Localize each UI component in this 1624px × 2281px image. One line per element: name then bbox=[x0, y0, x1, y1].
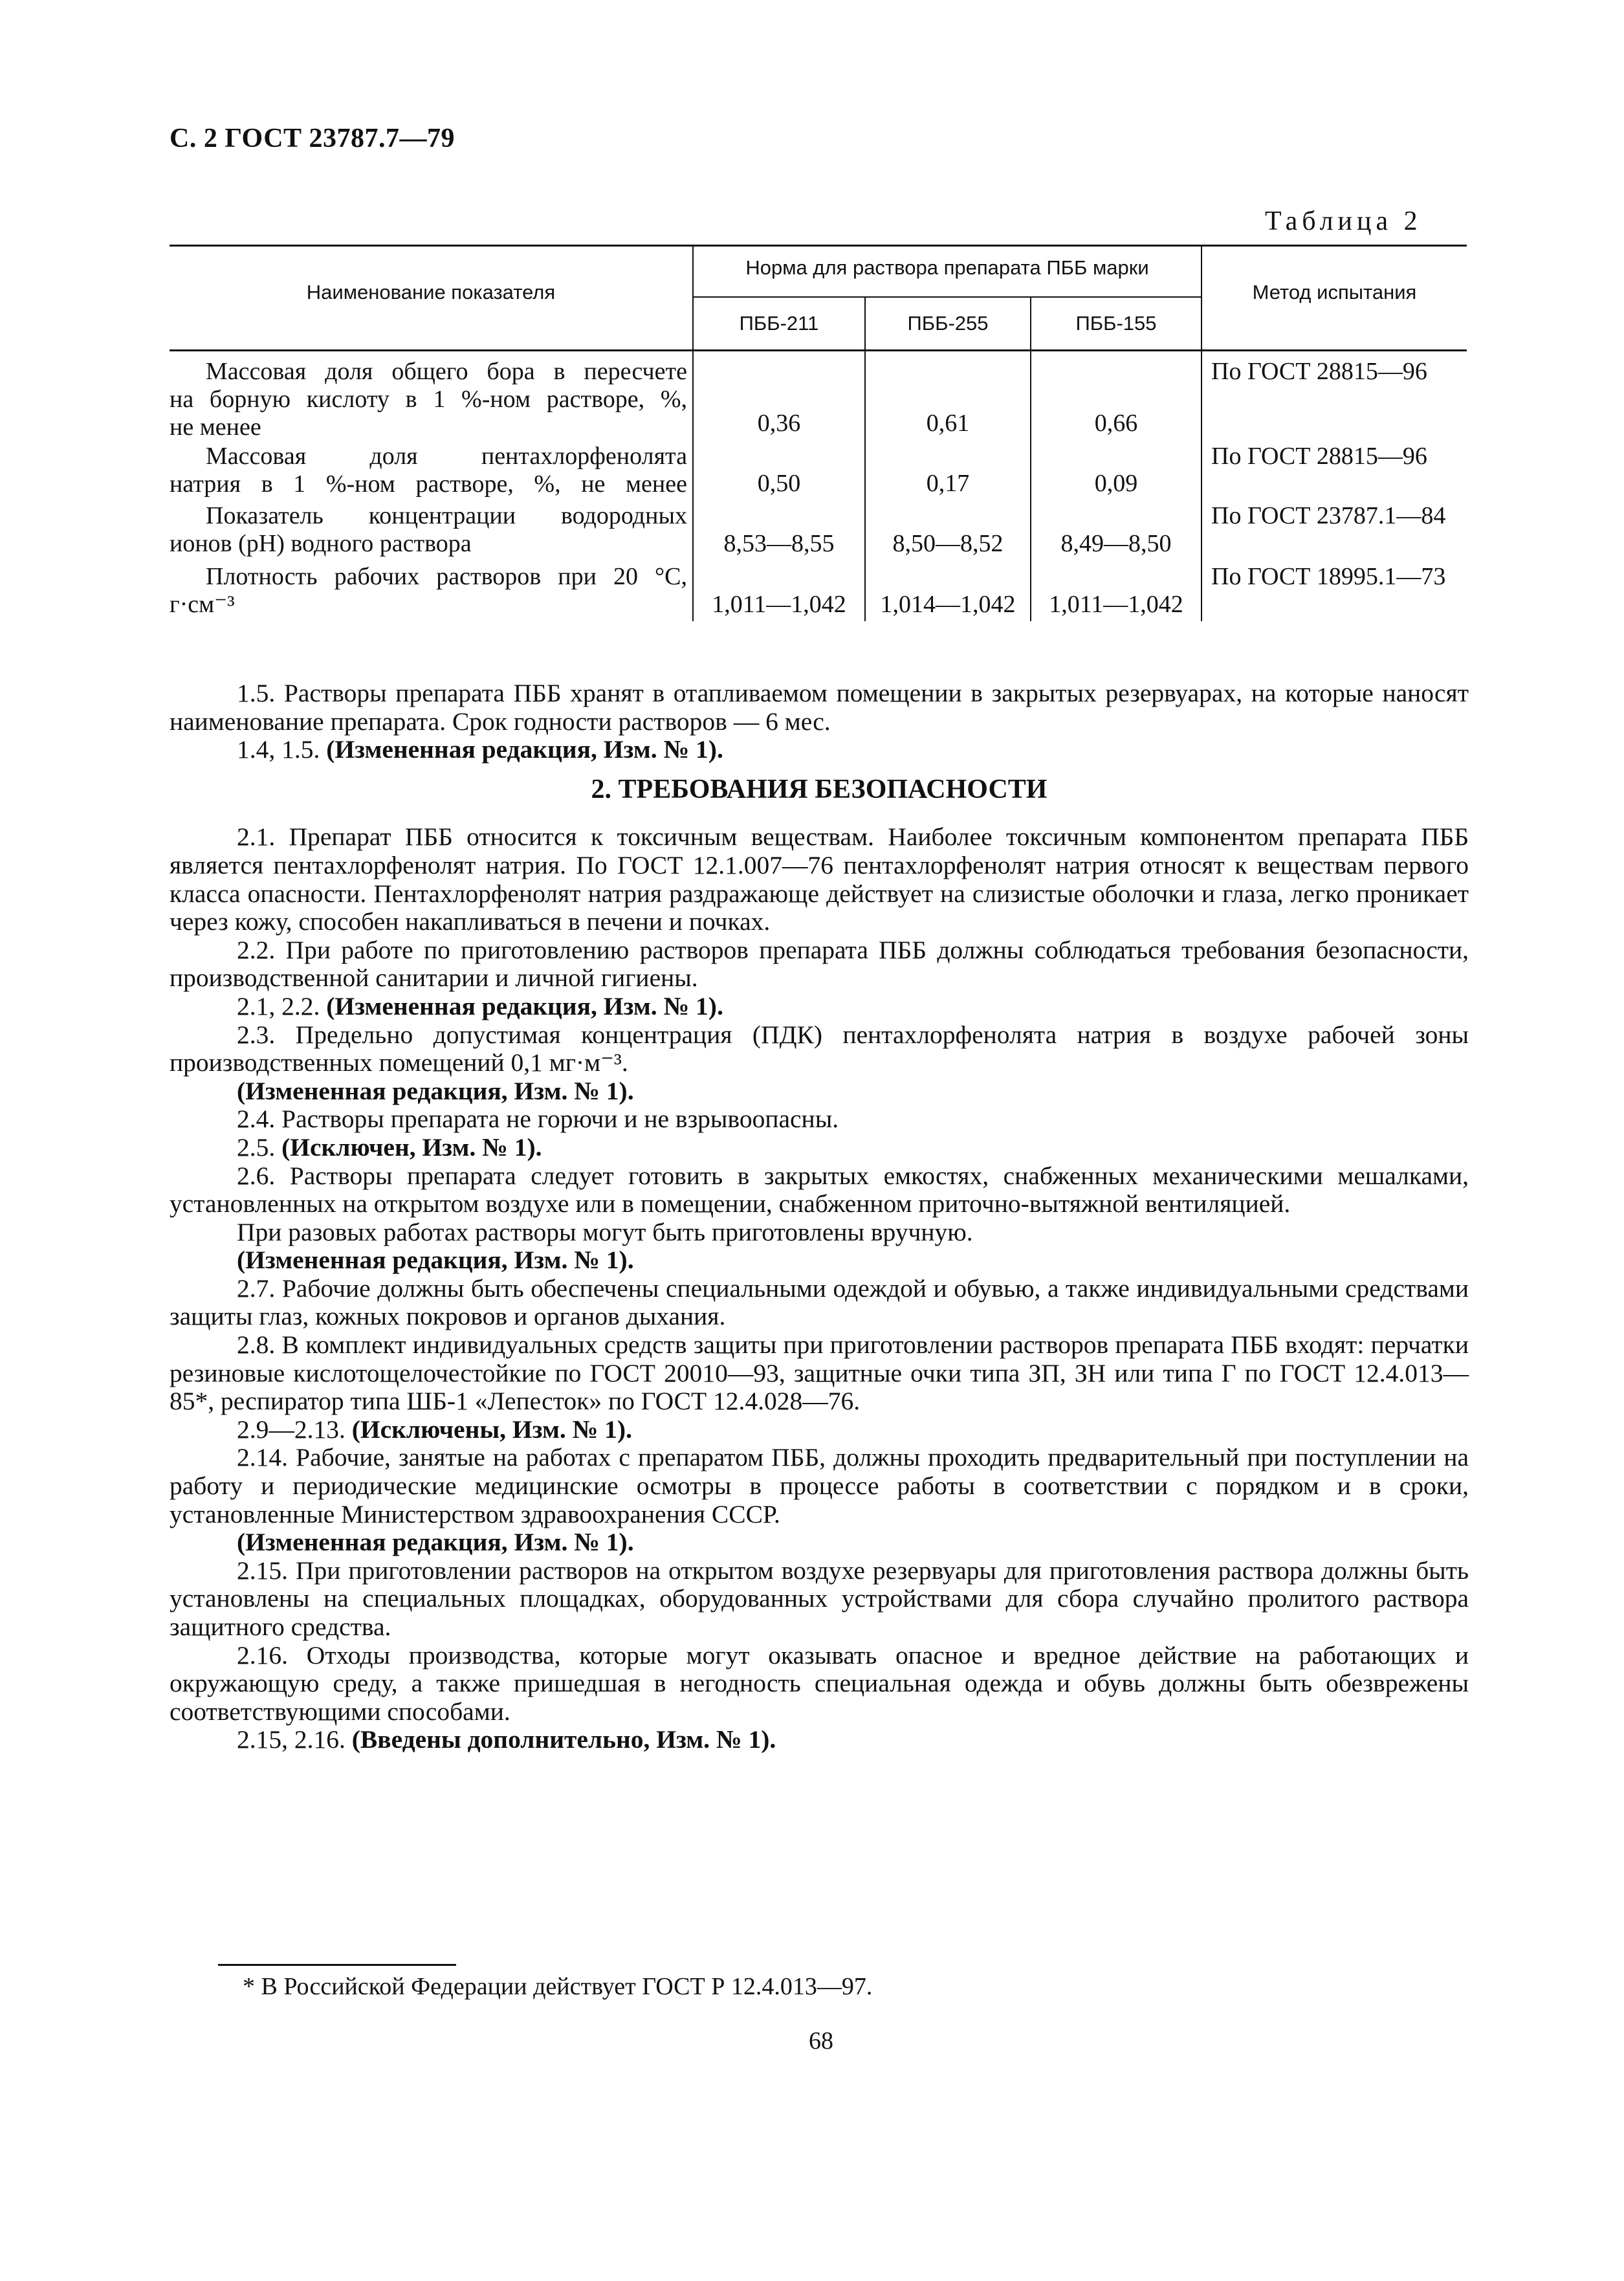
table-caption: Таблица 2 bbox=[1265, 206, 1422, 236]
paragraph-2-7: 2.7. Рабочие должны быть обеспечены специальными одеждой и обувью, а также индивидуальными средствами защиты глаз, кожных покровов и органов дыхания. bbox=[170, 1273, 1469, 1331]
paragraph-2-6-note: При разовых работах растворы могут быть приготовлены вручную. bbox=[237, 1217, 973, 1246]
amendment-text: (Измененная редакция, Изм. № 1). bbox=[326, 991, 723, 1020]
row-3-line-1: Показатель концентрации водородных bbox=[206, 502, 687, 529]
amendment-text: (Измененная редакция, Изм. № 1). bbox=[237, 1528, 634, 1557]
paragraph-2-5 bbox=[170, 1134, 1469, 1162]
body-text bbox=[170, 679, 1469, 1754]
amendment-ref: 2.9—2.13. bbox=[237, 1415, 352, 1444]
header-mark-3: ПББ-155 bbox=[1075, 312, 1157, 335]
row-2-value-3: 0,09 bbox=[1094, 470, 1138, 497]
paragraph-2-16: 2.16. Отходы производства, которые могут оказывать опасное и вредное действие на работающих и окружающую среду, а также пришедшая в негодность специальная одежда и обувь должны быть обезврежены соответствующими способами. bbox=[170, 1640, 1469, 1726]
row-2-line-2: натрия в 1 %-ном растворе, %, не менее bbox=[170, 470, 687, 498]
header-method: Метод испытания bbox=[1252, 281, 1417, 303]
paragraph-2-8: 2.8. В комплект индивидуальных средств защиты при приготовлении растворов препарата ПББ входят: перчатки резиновые кислотощелочестойкие по ГОСТ 20010—93, защитные очки типа ЗП, ЗН или типа Г по ГОСТ 12.4.013—85*, респиратор типа ШБ-1 «Лепесток» по ГОСТ 12.4.028—76. bbox=[170, 1330, 1469, 1416]
table-vline-2 bbox=[864, 296, 866, 621]
amendment-ref: 2.1, 2.2. bbox=[237, 991, 327, 1020]
table-subheader-rule bbox=[694, 296, 1202, 298]
table-header-rule bbox=[170, 349, 1467, 351]
row-3-value-1: 8,53—8,55 bbox=[723, 530, 835, 557]
row-4-value-3: 1,011—1,042 bbox=[1049, 591, 1183, 618]
amendment-note-1 bbox=[170, 736, 1469, 764]
footnote-rule bbox=[218, 1964, 456, 1966]
row-1-line-2: на борную кислоту в 1 %-ном растворе, %, bbox=[170, 386, 687, 413]
paragraph-2-4: 2.4. Растворы препарата не горючи и не взрывоопасны. bbox=[237, 1105, 839, 1134]
header-mark-2: ПББ-255 bbox=[907, 312, 989, 335]
paragraph-2-3: 2.3. Предельно допустимая концентрация (ПДК) пентахлорфенолята натрия в воздухе рабочей зоны производственных помещений 0,1 мг·м⁻³. bbox=[170, 1020, 1469, 1077]
amendment-text: (Измененная редакция, Изм. № 1). bbox=[237, 1076, 634, 1105]
amendment-note-3 bbox=[170, 1077, 1469, 1106]
page-header: С. 2 ГОСТ 23787.7—79 bbox=[170, 124, 455, 153]
amendment-note-6 bbox=[170, 1726, 1469, 1754]
amendment-text: (Введены дополнительно, Изм. № 1). bbox=[351, 1725, 776, 1754]
header-mark-1: ПББ-211 bbox=[739, 312, 819, 335]
table-row-1-name bbox=[170, 358, 687, 441]
row-1-value-1: 0,36 bbox=[757, 410, 801, 437]
row-2-value-1: 0,50 bbox=[757, 470, 801, 497]
row-2-method: По ГОСТ 28815—96 bbox=[1211, 443, 1427, 470]
row-2-value-2: 0,17 bbox=[926, 470, 970, 497]
paragraph-2-14: 2.14. Рабочие, занятые на работах с препаратом ПББ, должны проходить предварительный при поступлении на работу и периодические медицинские осмотры в процессе работы в соответствии с порядком и в сроки, установленные Министерством здравоохранения СССР. bbox=[170, 1443, 1469, 1528]
amendment-ref: 2.15, 2.16. bbox=[237, 1725, 352, 1754]
row-4-line-2: г·см⁻³ bbox=[170, 591, 235, 618]
paragraph-2-1: 2.1. Препарат ПББ относится к токсичным веществам. Наиболее токсичным компонентом препарата ПББ является пентахлорфенолят натрия. По ГОСТ 12.1.007—76 пентахлорфенолят натрия относят к веществам первого класса опасности. Пентахлорфенолят натрия раздражающе действует на слизистые оболочки и глаза, легко проникает через кожу, способен накапливаться в печени и почках. bbox=[170, 822, 1469, 936]
amendment-note-5 bbox=[170, 1528, 1469, 1557]
row-4-value-2: 1,014—1,042 bbox=[880, 591, 1016, 618]
row-3-value-3: 8,49—8,50 bbox=[1060, 530, 1172, 557]
paragraph-1-5: 1.5. Растворы препарата ПББ хранят в отапливаемом помещении в закрытых резервуарах, на которые наносят наименование препарата. Срок годности растворов — 6 мес. bbox=[170, 679, 1469, 736]
amendment-ref: 1.4, 1.5. bbox=[237, 735, 327, 764]
section-title: 2. ТРЕБОВАНИЯ БЕЗОПАСНОСТИ bbox=[591, 774, 1048, 804]
paragraph-2-15: 2.15. При приготовлении растворов на открытом воздухе резервуары для приготовления раствора должны быть установлены на специальных площадках, оборудованных устройствами для сбора случайно пролитого раствора защитного средства. bbox=[170, 1556, 1469, 1641]
row-1-line-3: не менее bbox=[170, 413, 261, 441]
amendment-text: (Исключен, Изм. № 1). bbox=[281, 1132, 542, 1162]
table-row-3-name bbox=[170, 502, 687, 558]
page-number: 68 bbox=[809, 2027, 833, 2055]
amendment-note-2 bbox=[170, 993, 1469, 1021]
table-row-4-name bbox=[170, 563, 687, 619]
row-3-line-2: ионов (рН) водного раствора bbox=[170, 530, 472, 557]
header-norm: Норма для раствора препарата ПББ марки bbox=[745, 256, 1149, 279]
table-top-rule bbox=[170, 245, 1467, 247]
row-3-method: По ГОСТ 23787.1—84 bbox=[1211, 502, 1446, 529]
table-vline-3 bbox=[1030, 296, 1031, 621]
footnote: * В Российской Федерации действует ГОСТ Р 12.4.013—97. bbox=[243, 1973, 873, 2000]
table-row-2-name bbox=[170, 443, 687, 498]
row-4-method: По ГОСТ 18995.1—73 bbox=[1211, 563, 1446, 590]
row-2-line-1: Массовая доля пентахлорфенолята bbox=[206, 443, 687, 470]
row-1-line-1: Массовая доля общего бора в пересчете bbox=[206, 358, 687, 385]
amendment-text: (Исключены, Изм. № 1). bbox=[351, 1415, 632, 1444]
row-4-value-1: 1,011—1,042 bbox=[712, 591, 846, 618]
amendment-text: (Измененная редакция, Изм. № 1). bbox=[326, 735, 723, 764]
row-4-line-1: Плотность рабочих растворов при 20 °С, bbox=[206, 563, 687, 590]
paragraph-2-6: 2.6. Растворы препарата следует готовить в закрытых емкостях, снабженных механическими мешалками, установленных на открытом воздухе или в помещении, снабженном приточно-вытяжной вентиляцией. bbox=[170, 1161, 1469, 1218]
row-1-value-3: 0,66 bbox=[1094, 410, 1138, 437]
paragraph-2-2: 2.2. При работе по приготовлению растворов препарата ПББ должны соблюдаться требования безопасности, производственной санитарии и личной гигиены. bbox=[170, 935, 1469, 993]
row-1-value-2: 0,61 bbox=[926, 410, 970, 437]
row-3-value-2: 8,50—8,52 bbox=[892, 530, 1004, 557]
amendment-text: (Измененная редакция, Изм. № 1). bbox=[237, 1246, 634, 1275]
header-indicator-name: Наименование показателя bbox=[306, 281, 556, 303]
row-1-method: По ГОСТ 28815—96 bbox=[1211, 358, 1427, 385]
paragraph-2-9-2-13 bbox=[170, 1416, 1469, 1444]
amendment-ref: 2.5. bbox=[237, 1132, 282, 1162]
amendment-note-4 bbox=[170, 1246, 1469, 1275]
